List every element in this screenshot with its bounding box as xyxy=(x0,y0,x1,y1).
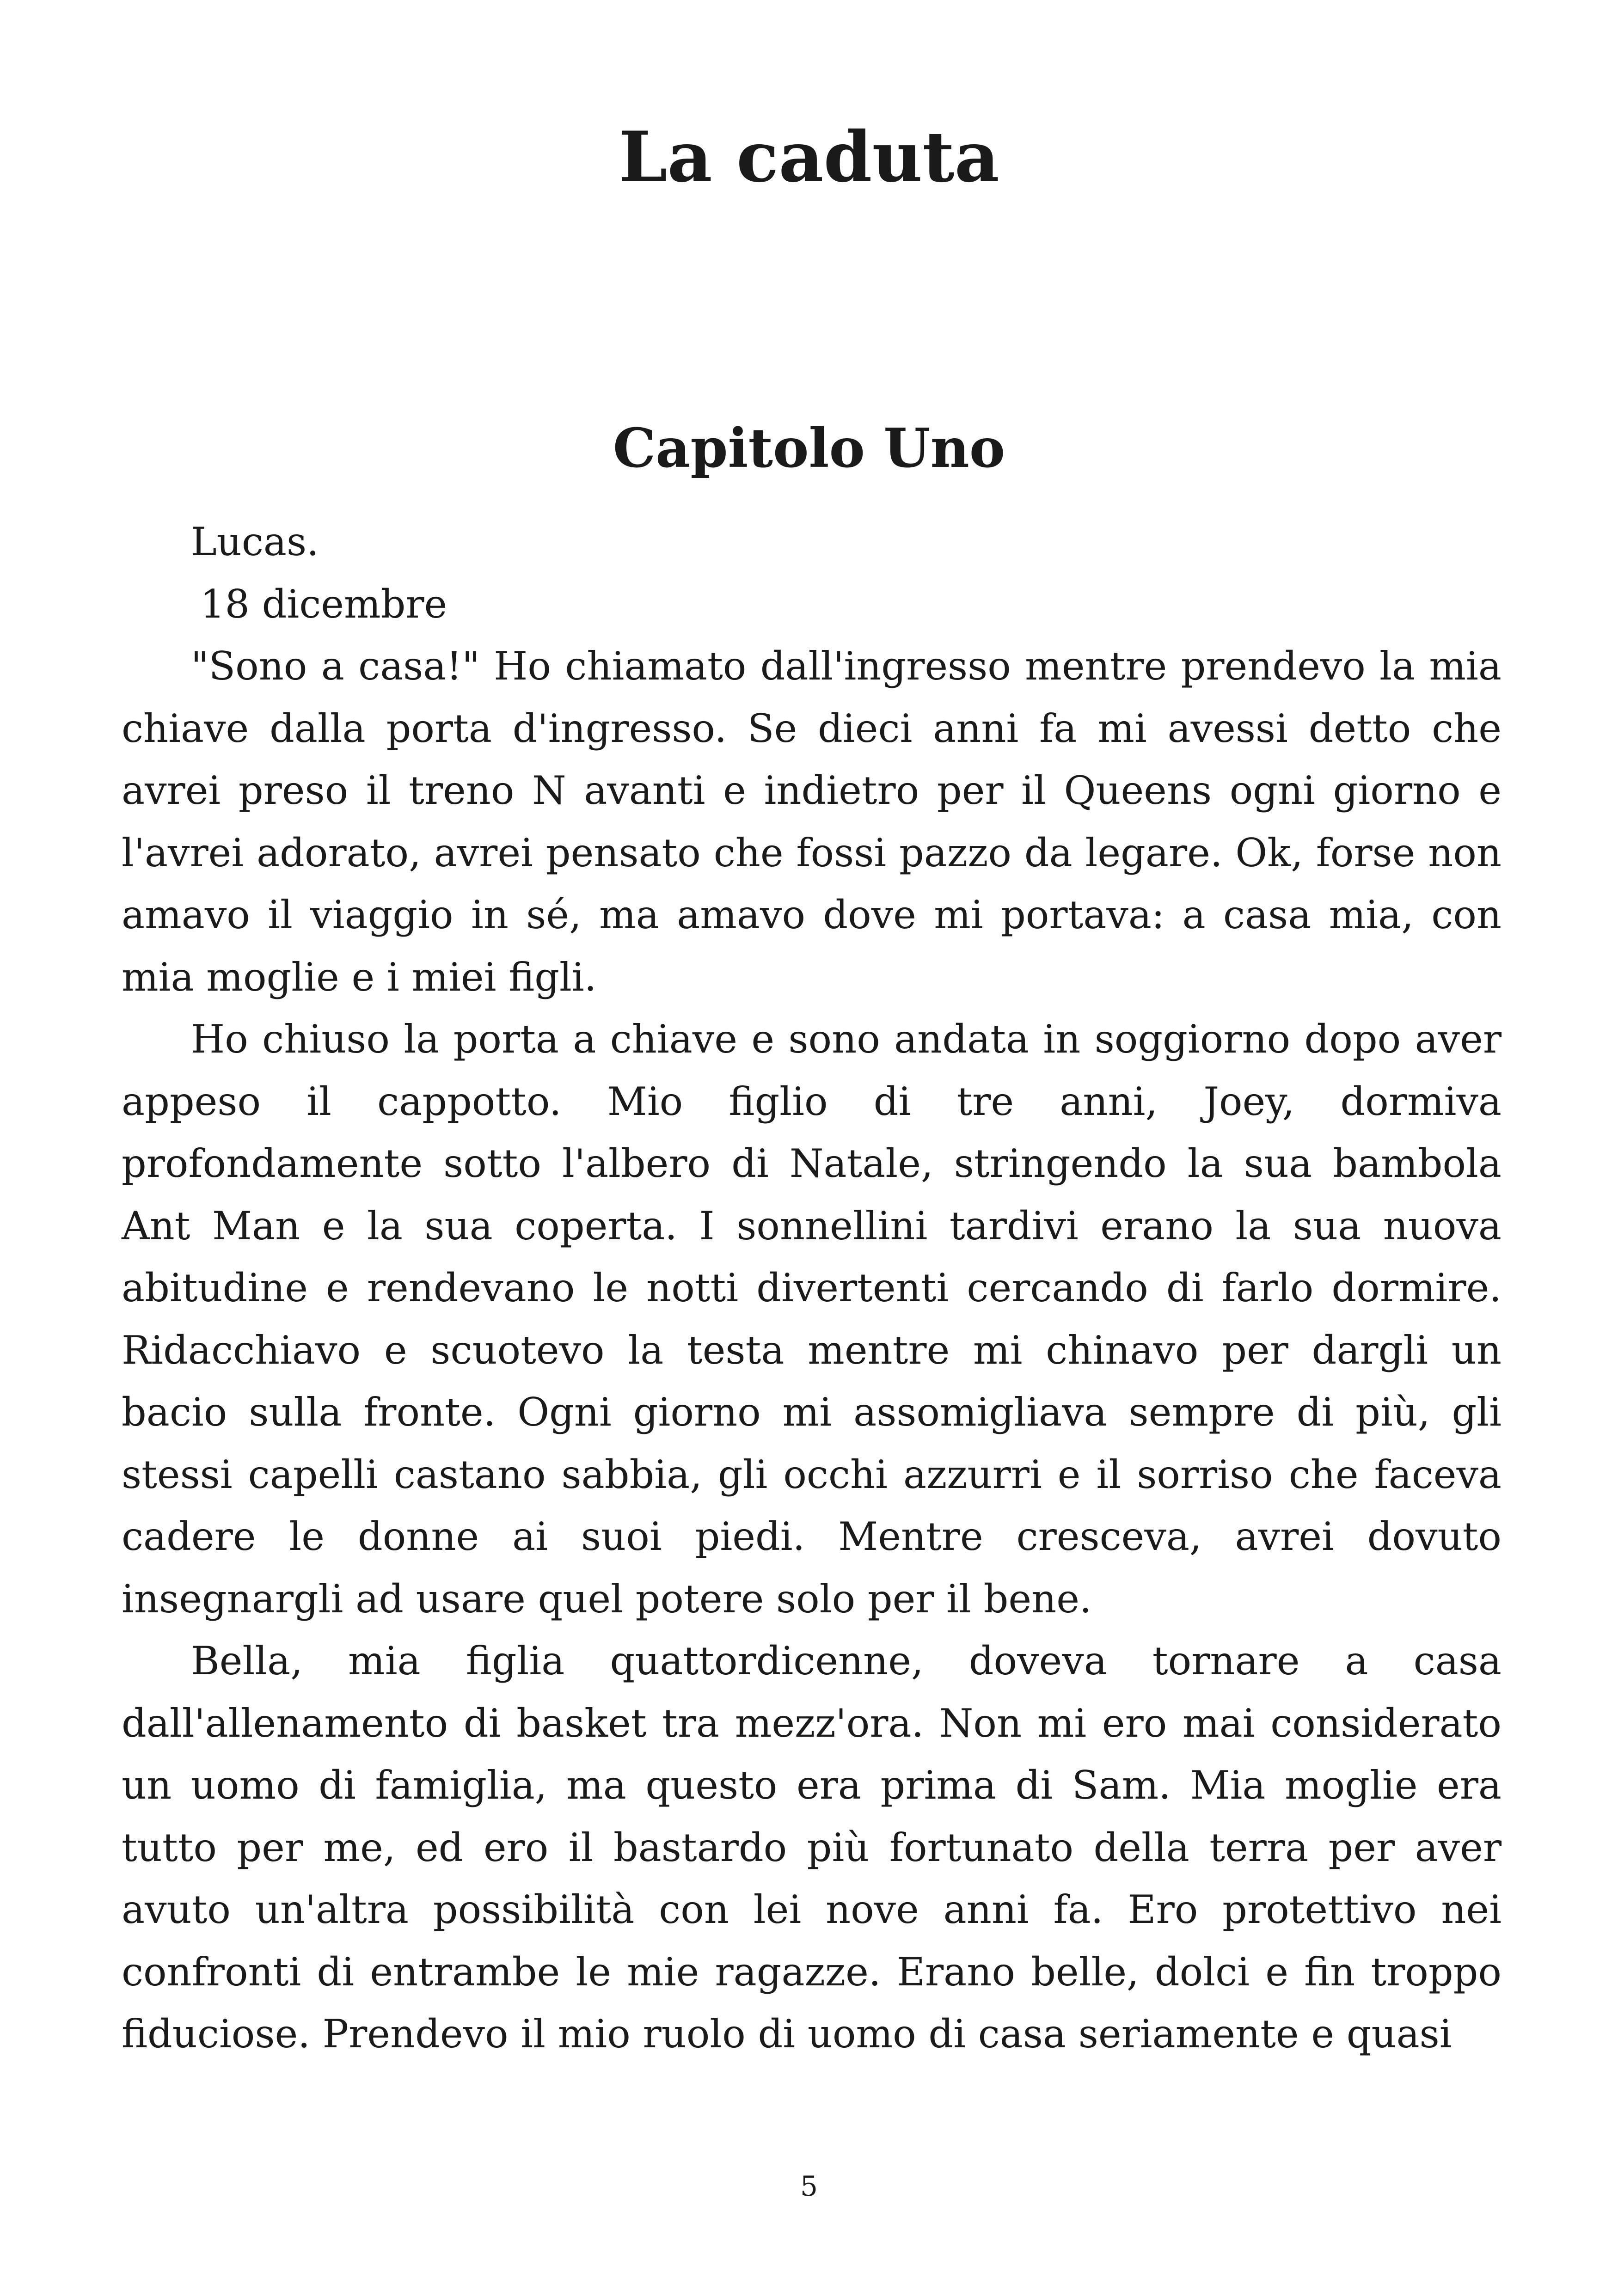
paragraph: "Sono a casa!" Ho chiamato dall'ingresso mentre prendevo la mia chiave dalla porta d'ingresso. Se dieci anni fa mi avessi detto che avrei preso il treno N avanti e indietro per il Queens ogni giorno e l'avrei adorato, avrei pensato che fossi pazzo da legare. Ok, forse non amavo il viaggio in sé, ma amavo dove mi portava: a casa mia, con mia moglie e i miei figli. xyxy=(122,643,1502,1000)
paragraph: Bella, mia figlia quattordicenne, doveva tornare a casa dall'allenamento di basket tra mezz'ora. Non mi ero mai considerato un uomo di famiglia, ma questo era prima di Sam. Mia moglie era tutto per me, ed ero il bastardo più fortunato della terra per aver avuto un'altra possibilità con lei nove anni fa. Ero protettivo nei confronti di entrambe le mie ragazze. Erano belle, dolci e fin troppo fiduciose. Prendevo il mio ruolo di uomo di casa seriamente e quasi xyxy=(122,1638,1502,2057)
chapter-title: Capitolo Uno xyxy=(613,417,1005,480)
date-line: 18 dicembre xyxy=(200,581,447,627)
chapter-body xyxy=(122,511,1502,2065)
book-title: La caduta xyxy=(619,116,999,198)
paragraph: Ho chiuso la porta a chiave e sono andata in soggiorno dopo aver appeso il cappotto. Mio figlio di tre anni, Joey, dormiva profondamente sotto l'albero di Natale, stringendo la sua bambola Ant Man e la sua coperta. I sonnellini tardivi erano la sua nuova abitudine e rendevano le notti divertenti cercando di farlo dormire. Ridacchiavo e scuotevo la testa mentre mi chinavo per dargli un bacio sulla fronte. Ogni giorno mi assomigliava sempre di più, gli stessi capelli castano sabbia, gli occhi azzurri e il sorriso che faceva cadere le donne ai suoi piedi. Mentre cresceva, avrei dovuto insegnargli ad usare quel potere solo per il bene. xyxy=(122,1016,1502,1622)
narrator-line: Lucas. xyxy=(191,519,319,564)
page-number: 5 xyxy=(800,2170,818,2203)
